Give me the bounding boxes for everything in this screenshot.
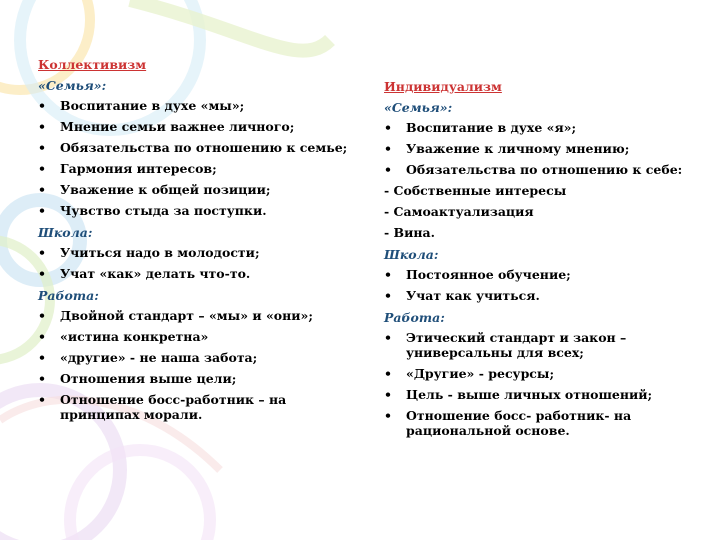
list-item-text: Отношение босс- работник- на рациональной основе. bbox=[406, 408, 632, 438]
collectivism-school-label: Школа: bbox=[38, 225, 93, 240]
bullet-icon: • bbox=[384, 387, 392, 402]
collectivism-work-label: Работа: bbox=[38, 288, 99, 303]
list-item bbox=[384, 162, 714, 177]
list-item bbox=[384, 120, 714, 135]
list-item bbox=[384, 267, 714, 282]
bullet-icon: • bbox=[384, 120, 392, 135]
individualism-column bbox=[384, 78, 714, 444]
individualism-heading: Индивидуализм bbox=[384, 79, 502, 94]
bullet-icon: • bbox=[384, 162, 392, 177]
bullet-icon: • bbox=[384, 330, 392, 345]
collectivism-school-list bbox=[38, 245, 358, 281]
list-item-text: Чувство стыда за поступки. bbox=[60, 203, 267, 218]
bullet-icon: • bbox=[38, 140, 46, 155]
list-item bbox=[38, 140, 358, 155]
list-item bbox=[384, 330, 714, 360]
collectivism-work-list bbox=[38, 308, 358, 422]
list-item bbox=[38, 98, 358, 113]
bullet-icon: • bbox=[38, 308, 46, 323]
dash-list-item: - Самоактуализация bbox=[384, 204, 534, 219]
list-item-text: Этический стандарт и закон – универсальны для всех; bbox=[406, 330, 627, 360]
bullet-icon: • bbox=[38, 161, 46, 176]
bullet-icon: • bbox=[38, 266, 46, 281]
bullet-icon: • bbox=[38, 371, 46, 386]
individualism-family-dash-list bbox=[384, 183, 714, 240]
list-item-text: «Другие» - ресурсы; bbox=[406, 366, 555, 381]
list-item-text: Учиться надо в молодости; bbox=[60, 245, 260, 260]
bullet-icon: • bbox=[38, 392, 46, 407]
bullet-icon: • bbox=[38, 350, 46, 365]
list-item-text: Постоянное обучение; bbox=[406, 267, 571, 282]
list-item-text: «другие» - не наша забота; bbox=[60, 350, 258, 365]
list-item-text: Отношения выше цели; bbox=[60, 371, 237, 386]
individualism-school-label: Школа: bbox=[384, 247, 439, 262]
list-item bbox=[384, 366, 714, 381]
bullet-icon: • bbox=[384, 408, 392, 423]
list-item-text: Гармония интересов; bbox=[60, 161, 217, 176]
individualism-school-list bbox=[384, 267, 714, 303]
individualism-work-label: Работа: bbox=[384, 310, 445, 325]
list-item-text: Уважение к общей позиции; bbox=[60, 182, 271, 197]
list-item bbox=[38, 308, 358, 323]
list-item bbox=[384, 408, 714, 438]
list-item bbox=[38, 329, 358, 344]
bullet-icon: • bbox=[384, 141, 392, 156]
list-item bbox=[38, 392, 358, 422]
list-item-text: Обязательства по отношению к себе: bbox=[406, 162, 683, 177]
list-item bbox=[384, 288, 714, 303]
list-item bbox=[38, 266, 358, 281]
list-item-text: Двойной стандарт – «мы» и «они»; bbox=[60, 308, 313, 323]
list-item-text: Учат как учиться. bbox=[406, 288, 540, 303]
list-item bbox=[384, 387, 714, 402]
list-item bbox=[38, 245, 358, 260]
individualism-family-label: «Семья»: bbox=[384, 100, 453, 115]
bullet-icon: • bbox=[384, 267, 392, 282]
list-item bbox=[38, 203, 358, 218]
collectivism-column bbox=[38, 56, 358, 428]
collectivism-heading: Коллективизм bbox=[38, 57, 147, 72]
list-item-text: Учат «как» делать что-то. bbox=[60, 266, 251, 281]
bullet-icon: • bbox=[38, 329, 46, 344]
list-item bbox=[38, 371, 358, 386]
list-item bbox=[384, 141, 714, 156]
list-item-text: Мнение семьи важнее личного; bbox=[60, 119, 295, 134]
bullet-icon: • bbox=[384, 288, 392, 303]
collectivism-family-label: «Семья»: bbox=[38, 78, 107, 93]
list-item bbox=[38, 182, 358, 197]
bullet-icon: • bbox=[38, 98, 46, 113]
bullet-icon: • bbox=[38, 203, 46, 218]
bullet-icon: • bbox=[38, 182, 46, 197]
dash-list-item: - Собственные интересы bbox=[384, 183, 567, 198]
bullet-icon: • bbox=[384, 366, 392, 381]
collectivism-family-list bbox=[38, 98, 358, 218]
list-item bbox=[38, 350, 358, 365]
bullet-icon: • bbox=[38, 119, 46, 134]
individualism-family-list bbox=[384, 120, 714, 177]
bullet-icon: • bbox=[38, 245, 46, 260]
list-item bbox=[38, 119, 358, 134]
list-item-text: Воспитание в духе «я»; bbox=[406, 120, 577, 135]
list-item bbox=[38, 161, 358, 176]
dash-list-item: - Вина. bbox=[384, 225, 435, 240]
list-item-text: Воспитание в духе «мы»; bbox=[60, 98, 245, 113]
list-item-text: «истина конкретна» bbox=[60, 329, 209, 344]
list-item-text: Отношение босс-работник – на принципах морали. bbox=[60, 392, 287, 422]
list-item-text: Цель - выше личных отношений; bbox=[406, 387, 653, 402]
individualism-work-list bbox=[384, 330, 714, 438]
list-item-text: Уважение к личному мнению; bbox=[406, 141, 630, 156]
list-item-text: Обязательства по отношению к семье; bbox=[60, 140, 348, 155]
